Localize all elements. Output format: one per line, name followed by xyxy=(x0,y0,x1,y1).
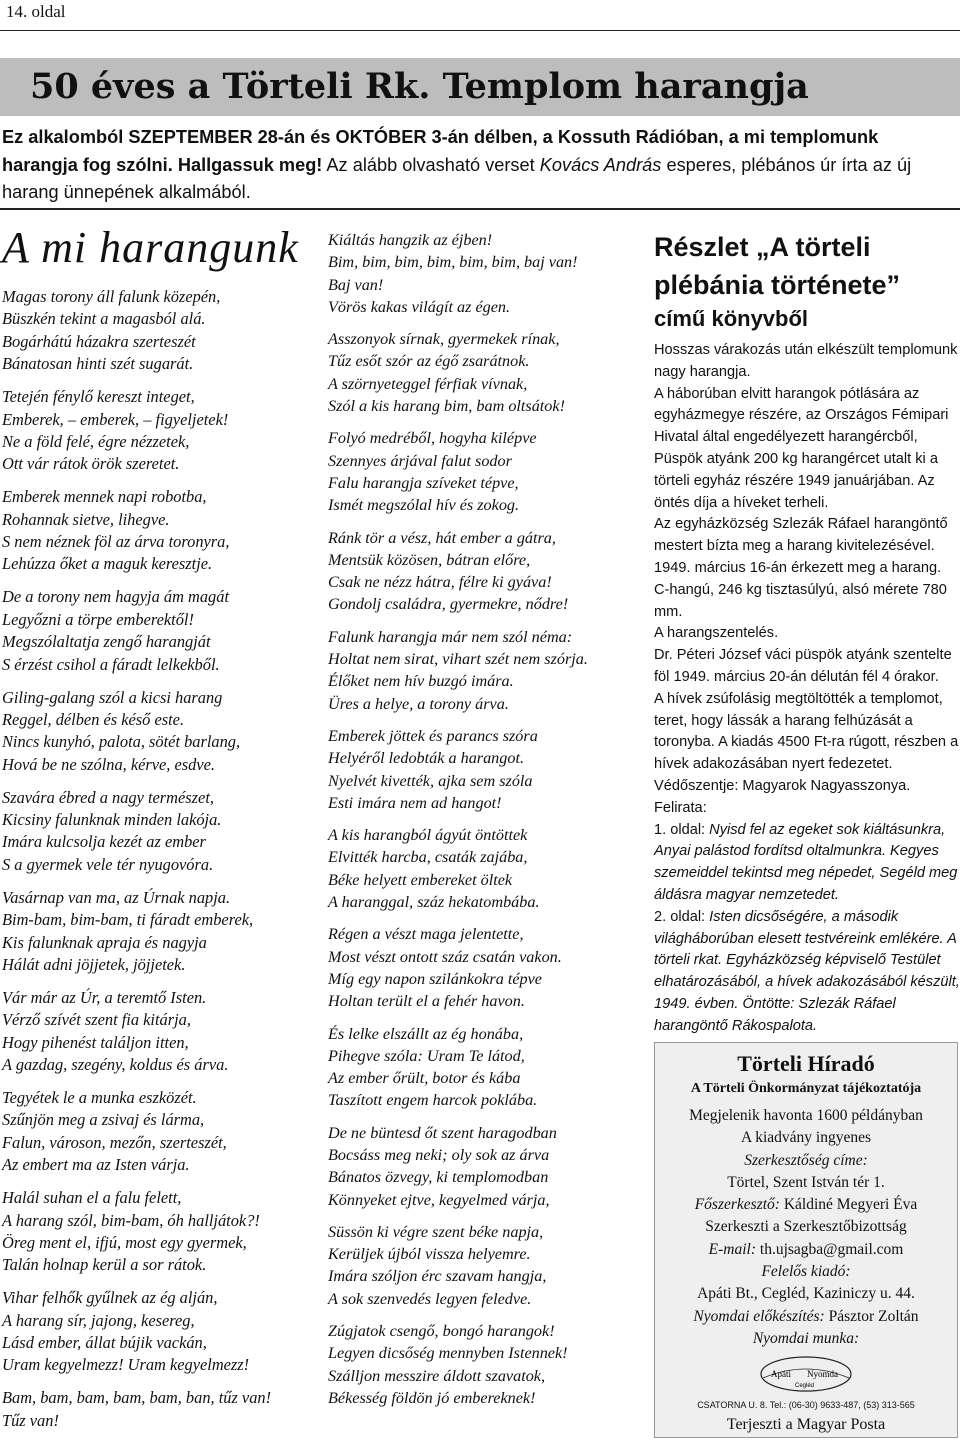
poem-line: Imára szóljon érc szavam hangja, xyxy=(328,1267,547,1286)
poem-line: Esti imára nem ad hangot! xyxy=(328,793,502,812)
poem-line: Nincs kunyhó, palota, sötét barlang, xyxy=(2,732,241,752)
poem-stanza xyxy=(2,1287,314,1377)
inscription-text: Nyisd fel az egeket sok kiáltásunkra, Anyai palástod fordítsd oltalmunkra. Kegyes szemeiddel tekintsd meg népedet, Segéld meg áldásra magyar nemzetedet. xyxy=(654,821,958,903)
poem-line: Hogy pihenést találjon itten, xyxy=(2,1032,189,1052)
poem-stanza xyxy=(328,824,634,913)
imprint-publisher: Apáti Bt., Cegléd, Kaziniczy u. 44. xyxy=(697,1285,915,1303)
poem-line: Uram kegyelmezz! Uram kegyelmezz! xyxy=(2,1355,250,1375)
poem-stanza xyxy=(2,1087,314,1177)
poem-line: Vár már az Úr, a teremtő Isten. xyxy=(2,987,207,1007)
history-paragraph: A hívek zsúfolásig megtöltötték a templomot, teret, hogy lássák a harang felhúzását a toronyba. A kiadás 4500 Ft-ra rúgott, részben a hívek adakozásában nyert fedezetet. xyxy=(654,690,959,773)
poem-line: Nyelvét kivették, ajka sem szóla xyxy=(328,771,533,790)
poem-line: És lelke elszállt az ég honába, xyxy=(328,1024,524,1043)
history-subtitle: című könyvből xyxy=(654,306,809,331)
history-paragraph: A háborúban elvitt harangok pótlására az egyházmegye részére, az Országos Fémipari Hivatal által engedélyezett harangércből, Püspök atyánk 200 kg harangércet utalt ki a törteli egyház részére 1949 januárjában. Az öntés díja a híveket terheli. xyxy=(654,385,949,511)
intro-author: Kovács András xyxy=(539,154,662,175)
imprint-circulation: Megjelenik havonta 1600 példányban xyxy=(689,1107,923,1124)
poem-line: Talán holnap kerül a sor rátok. xyxy=(2,1255,207,1275)
poem-line: Magas torony áll falunk közepén, xyxy=(2,287,221,306)
intro-rule xyxy=(0,208,960,210)
poem-stanza xyxy=(328,1320,634,1409)
poem-stanza xyxy=(2,386,314,476)
poem-line: Hálát adni jöjjetek, jöjjetek. xyxy=(2,954,186,974)
poem-line: Elvitték harcba, csaták zajába, xyxy=(328,848,528,867)
intro-paragraph xyxy=(2,124,954,207)
inscription-label: 1. oldal: xyxy=(654,821,710,838)
poem-line: Régen a vészt maga jelentette, xyxy=(328,925,524,944)
poem-line: Vörös kakas világít az égen. xyxy=(328,297,511,316)
poem-line: Az ember őrült, botor és kába xyxy=(328,1069,521,1088)
page-number: 14. oldal xyxy=(6,2,66,21)
imprint-prepress-label: Nyomdai előkészítés: xyxy=(693,1307,825,1325)
poem-line: Falunk harangja már nem szól néma: xyxy=(328,627,573,646)
poem-line: S érzést csihol a fáradt lelkekből. xyxy=(2,654,220,674)
imprint-address-label: Szerkesztőség címe: xyxy=(744,1151,868,1169)
poem-stanza xyxy=(328,1221,634,1310)
inscription-side-1 xyxy=(654,820,960,907)
poem-line: Békesség földön jó embereknek! xyxy=(328,1388,536,1407)
poem-line: A harang szól, bim-bam, óh halljátok?! xyxy=(2,1210,260,1230)
poem-line: Bánatos özvegy, ki templomodban xyxy=(328,1168,549,1187)
imprint-title: Törteli Híradó xyxy=(737,1051,875,1076)
poem-line: Most vészt ontott száz csatán vakon. xyxy=(328,947,562,966)
page-header-rule xyxy=(0,30,960,31)
history-paragraph: C-hangú, 246 kg tisztasúlyú, alsó mérete 780 mm. xyxy=(654,581,947,620)
poem-line: Csak ne nézz hátra, félre ki gyáva! xyxy=(328,573,552,592)
poem-line: Szavára ébred a nagy természet, xyxy=(2,787,214,807)
logo-text-apati: Apáti xyxy=(771,1369,791,1380)
poem-line: Bim, bim, bim, bim, bim, bim, baj van! xyxy=(328,253,578,272)
poem-stanza xyxy=(328,527,634,616)
poem-stanza xyxy=(2,286,314,376)
history-paragraph: Az egyházközség Szlezák Ráfael harangöntő mestert bízta meg a harang kivitelezésével. xyxy=(654,516,948,555)
imprint-subtitle: A Törteli Önkormányzat tájékoztatója xyxy=(690,1081,922,1096)
poem-line: Üres a helye, a torony árva. xyxy=(328,694,509,713)
intro-bold-text: Ez alkalomból SZEPTEMBER 28-án és OKTÓBER 3-án délben, a Kossuth Rádióban, a mi templomunk harangja fog szólni. Hallgassuk meg! xyxy=(2,127,879,175)
poem-line: Mentsük közösen, bátran előre, xyxy=(328,550,531,569)
poem-line: Ott vár rátok örök szeretet. xyxy=(2,454,180,474)
history-title: Részlet „A törteli plébánia története” xyxy=(654,232,901,300)
poem-line: A harang sír, jajong, kesereg, xyxy=(2,1310,195,1330)
poem-line: Kerüljek újból vissza helyemre. xyxy=(328,1245,531,1264)
imprint-address: Törtel, Szent István tér 1. xyxy=(727,1173,885,1191)
poem-line: Reggel, délben és késő este. xyxy=(2,709,185,729)
headline-title: 50 éves a Törteli Rk. Templom harangja xyxy=(30,66,809,107)
poem-line: Lehúzza őket a maguk keresztje. xyxy=(2,554,213,574)
inscription-label: 2. oldal: xyxy=(654,908,710,925)
poem-line: Falun, városon, mezőn, szerteszét, xyxy=(2,1132,227,1152)
poem-stanza xyxy=(2,1187,314,1277)
poem-column-2 xyxy=(328,229,634,1419)
poem-line: Helyéről ledobták a harangot. xyxy=(328,749,525,768)
poem-line: Tűz van! xyxy=(2,1410,59,1430)
poem-line: Bocsáss meg neki; oly sok az árva xyxy=(328,1145,550,1164)
logo-text-nyomda: Nyomda xyxy=(807,1369,838,1380)
imprint-distribution: Terjeszti a Magyar Posta xyxy=(726,1416,886,1434)
poem-line: Pihegve szóla: Uram Te látod, xyxy=(328,1046,525,1065)
poem-stanza xyxy=(328,923,634,1012)
poem-line: Kiáltás hangzik az éjben! xyxy=(328,231,493,249)
imprint-editor-name: Káldiné Megyeri Éva xyxy=(779,1196,918,1214)
poem-line: A szörnyeteggel férfiak vívnak, xyxy=(328,374,528,393)
poem-line: Zúgjatok csengő, bongó harangok! xyxy=(328,1322,555,1341)
printer-contact: CSATORNA U. 8. Tel.: (06-30) 9633-487, (53) 313-565 xyxy=(697,1400,915,1411)
poem-stanza xyxy=(328,1023,634,1112)
poem-line: Holtan terült el a fehér havon. xyxy=(328,992,525,1011)
printer-logo xyxy=(759,1354,853,1394)
poem-stanza xyxy=(2,887,314,977)
poem-line: Bim-bam, bim-bam, ti fáradt emberek, xyxy=(2,910,254,930)
poem-stanza xyxy=(2,1387,314,1432)
poem-line: Öreg ment el, ifjú, most egy gyermek, xyxy=(2,1232,247,1252)
history-paragraph: Hosszas várakozás után elkészült templomunk nagy harangja. xyxy=(654,342,958,380)
poem-line: Büszkén tekint a magasból alá. xyxy=(2,309,206,329)
poem-line: Vasárnap van ma, az Úrnak napja. xyxy=(2,887,231,907)
poem-line: Gondolj családra, gyermekre, nődre! xyxy=(328,595,569,614)
poem-stanza xyxy=(2,787,314,877)
imprint-committee: Szerkeszti a Szerkesztőbizottság xyxy=(705,1218,907,1236)
poem-line: De ne büntesd őt szent haragodban xyxy=(328,1123,557,1142)
poem-line: Tegyétek le a munka eszközét. xyxy=(2,1088,197,1107)
inscription-text: Isten dicsőségére, a második világháborúban elesett testvéreink emlékére. A törteli rkat. Egyházközség képviselő Testület elhatározásából, a hívek adakozásából készült, 1949. évben. Öntötte: Szlezák Ráfael harangöntő Rákospalota. xyxy=(654,908,960,1034)
poem-line: Bánatosan hinti szét sugarát. xyxy=(2,354,194,374)
poem-title: A mi harangunk xyxy=(2,223,299,272)
poem-line: Giling-galang szól a kicsi harang xyxy=(2,687,223,707)
poem-line: Szól a kis harang bim, bam oltsátok! xyxy=(328,397,565,416)
poem-line: Béke helyett embereket öltek xyxy=(328,870,513,889)
poem-line: A kis harangból ágyút öntöttek xyxy=(328,826,528,845)
poem-stanza xyxy=(328,328,634,417)
poem-line: Legyőzni a törpe emberektől! xyxy=(2,609,194,629)
imprint-print-label: Nyomdai munka: xyxy=(752,1329,860,1347)
poem-line: Hová be ne szólna, kérve, esdve. xyxy=(2,754,215,774)
poem-line: A sok szenvedés legyen feledve. xyxy=(328,1289,532,1308)
poem-line: Ránk tör a vész, hát ember a gátra, xyxy=(328,528,556,547)
intro-text-2: esperes, plébános úr írta az új harang ünnepének alkalmából. xyxy=(2,154,912,202)
poem-line: Élőket nem hív buzgó imára. xyxy=(328,672,514,691)
poem-line: Folyó medréből, hogyha kilépve xyxy=(328,429,537,448)
poem-line: Szálljon messzire áldott szavatok, xyxy=(328,1366,546,1385)
history-paragraph: Felirata: xyxy=(654,799,707,816)
logo-text-cegled: Cegléd xyxy=(795,1383,815,1390)
imprint-publisher-label: Felelős kiadó: xyxy=(761,1263,851,1281)
poem-line: Kis falunknak apraja és nagyja xyxy=(2,932,207,952)
imprint-editor xyxy=(655,1194,957,1216)
poem-line: Ismét megszólal hív és zokog. xyxy=(328,496,520,515)
poem-line: Bam, bam, bam, bam, bam, ban, tűz van! xyxy=(2,1388,272,1408)
poem-line: Könnyeket ejtve, kegyelmed várja, xyxy=(328,1190,550,1209)
poem-stanza xyxy=(2,486,314,576)
poem-stanza xyxy=(328,427,634,516)
poem-line: Holtat nem sirat, vihart szét nem szórja. xyxy=(328,650,588,669)
poem-stanza xyxy=(328,626,634,715)
poem-line: De a torony nem hagyja ám magát xyxy=(2,587,230,607)
headline-banner xyxy=(0,58,960,116)
imprint-editor-label: Főszerkesztő: xyxy=(694,1196,780,1214)
poem-line: Bogárhátú házakra szerteszét xyxy=(2,331,196,351)
history-paragraph: 1949. március 16-án érkezett meg a harang. xyxy=(654,559,942,576)
poem-line: Lásd ember, állat bújik vackán, xyxy=(2,1333,207,1353)
history-text xyxy=(654,340,960,1038)
history-paragraph: Dr. Péteri József váci püspök atyánk szentelte föl 1949. március 20-án délután fél 4 órakor. xyxy=(654,647,952,685)
history-paragraph: A harangszentelés. xyxy=(654,625,779,642)
poem-line: Taszított engem harcok poklába. xyxy=(328,1091,538,1110)
poem-stanza xyxy=(2,687,314,777)
poem-line: Baj van! xyxy=(328,275,384,294)
imprint-prepress xyxy=(655,1306,957,1328)
poem-line: Asszonyok sírnak, gyermekek rínak, xyxy=(328,330,560,349)
poem-line: Kicsiny falunknak minden lakója. xyxy=(2,810,222,830)
poem-line: A haranggal, száz hekatombába. xyxy=(328,893,540,912)
poem-line: Süssön ki végre szent béke napja, xyxy=(328,1222,544,1241)
poem-line: Vihar felhők gyűlnek az ég alján, xyxy=(2,1288,218,1308)
poem-line: Vérző szívét szent fia kitárja, xyxy=(2,1010,191,1030)
poem-column-1 xyxy=(2,286,314,1443)
poem-line: A gazdag, szegény, koldus és árva. xyxy=(2,1055,229,1075)
poem-line: Emberek, – emberek, – figyeljetek! xyxy=(2,409,229,429)
poem-line: Ne a föld felé, égre nézzetek, xyxy=(2,431,190,451)
poem-line: Legyen dicsőség mennyben Istennek! xyxy=(328,1344,568,1363)
poem-line: S nem néznek föl az árva toronyra, xyxy=(2,532,230,552)
intro-text-1: Az alább olvasható verset xyxy=(322,154,540,175)
inscription-side-2 xyxy=(654,907,960,1038)
imprint-email-label: E-mail: xyxy=(708,1240,757,1258)
poem-stanza xyxy=(328,725,634,814)
poem-line: Tűz esőt szór az égő zsarátnok. xyxy=(328,352,530,371)
poem-line: Szűnjön meg a zsivaj és lárma, xyxy=(2,1110,205,1130)
poem-stanza xyxy=(328,229,634,318)
poem-stanza xyxy=(2,586,314,676)
poem-line: Szennyes árjával falut sodor xyxy=(328,451,512,470)
poem-line: Az embert ma az Isten várja. xyxy=(2,1155,190,1175)
imprint-email-address[interactable]: th.ujsagba@gmail.com xyxy=(756,1240,904,1258)
poem-line: Emberek jöttek és parancs szóra xyxy=(328,726,538,745)
poem-line: Megszólaltatja zengő harangját xyxy=(2,632,211,652)
imprint-free: A kiadvány ingyenes xyxy=(740,1129,871,1147)
imprint-box xyxy=(654,1042,958,1438)
poem-line: Tetején fénylő kereszt integet, xyxy=(2,387,195,407)
poem-line: S a gyermek vele tér nyugovóra. xyxy=(2,854,214,874)
poem-line: Halál suhan el a falu felett, xyxy=(2,1188,182,1208)
poem-stanza xyxy=(328,1122,634,1211)
poem-line: Míg egy napon szilánkokra tépve xyxy=(328,969,542,988)
imprint-prepress-name: Pásztor Zoltán xyxy=(824,1307,919,1325)
history-paragraph: Védőszentje: Magyarok Nagyasszonya. xyxy=(654,777,911,794)
poem-line: Rohannak sietve, lihegve. xyxy=(2,509,170,529)
poem-line: Imára kulcsolja kezét az ember xyxy=(2,832,206,852)
history-column xyxy=(654,228,960,1038)
imprint-email xyxy=(655,1239,957,1261)
poem-stanza xyxy=(2,987,314,1077)
poem-line: Falu harangja szíveket tépve, xyxy=(328,473,519,492)
poem-line: Emberek mennek napi robotba, xyxy=(2,487,207,507)
